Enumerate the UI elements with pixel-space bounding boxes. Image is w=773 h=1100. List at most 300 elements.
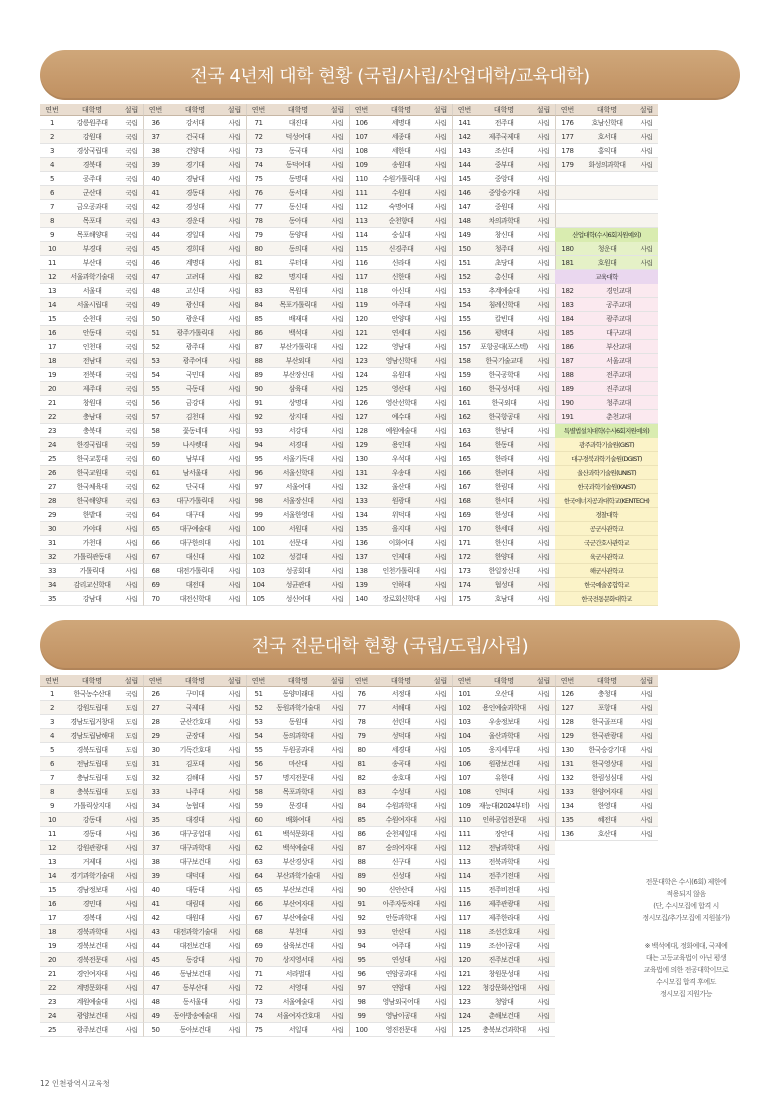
table-cell: 140 [349, 592, 373, 606]
table-cell: 사립 [429, 270, 452, 284]
table-cell: 90 [246, 382, 270, 396]
table-cell: 사립 [429, 953, 452, 967]
table-cell: 38 [143, 855, 167, 869]
table-cell: 사립 [120, 536, 143, 550]
table-cell: 국립 [120, 270, 143, 284]
table-cell: 사립 [532, 715, 555, 729]
table-cell: 대동대 [167, 883, 223, 897]
table-cell: 대신대 [167, 550, 223, 564]
table-cell: 124 [349, 368, 373, 382]
table-cell: 서일대 [270, 1023, 326, 1037]
table-cell: 52 [246, 701, 270, 715]
table-cell: 세종대 [373, 130, 429, 144]
table-cell: 사립 [223, 522, 246, 536]
table-cell: 162 [452, 410, 476, 424]
table-cell: 사립 [429, 144, 452, 158]
table-cell: 백석예술대 [270, 841, 326, 855]
table-cell: 꽃동네대 [167, 424, 223, 438]
table-cell: 118 [452, 925, 476, 939]
table-cell: 사립 [326, 729, 349, 743]
table-cell: 국립 [120, 200, 143, 214]
table-cell: 8 [40, 214, 64, 228]
table-cell: 경동대 [167, 186, 223, 200]
table-cell: 김해대 [167, 771, 223, 785]
table-cell: 국립 [120, 424, 143, 438]
table-cell: 동의과학대 [270, 729, 326, 743]
table-cell: 신경주대 [373, 242, 429, 256]
table-cell: 55 [143, 382, 167, 396]
table-cell: 53 [143, 354, 167, 368]
table-cell: 20 [40, 953, 64, 967]
table-cell: 45 [143, 953, 167, 967]
note-line: (단, 수시모집에 합격 시 [653, 902, 719, 910]
table-cell: 사립 [429, 116, 452, 130]
table-cell: 18 [40, 925, 64, 939]
table-cell: 사립 [223, 228, 246, 242]
table-cell: 대림대 [167, 897, 223, 911]
table-cell: 100 [349, 1023, 373, 1037]
table-cell: 부산경상대 [270, 855, 326, 869]
table-cell: 강서대 [167, 116, 223, 130]
table-cell: 125 [349, 382, 373, 396]
column-header: 설립 [326, 104, 349, 116]
table-cell: 사립 [532, 1009, 555, 1023]
table-cell: 67 [246, 911, 270, 925]
table-cell: 강동대 [64, 813, 120, 827]
table-cell: 79 [246, 228, 270, 242]
table-cell: 사립 [326, 827, 349, 841]
table-cell: 한라대 [476, 452, 532, 466]
table-cell: 19 [40, 939, 64, 953]
table-cell: 190 [555, 396, 579, 410]
table-cell: 사립 [429, 785, 452, 799]
table-cell: 사립 [120, 967, 143, 981]
table-cell: 86 [349, 827, 373, 841]
table-cell: 사립 [326, 564, 349, 578]
table-cell: 49 [143, 1009, 167, 1023]
table-cell: 경북전문대 [64, 953, 120, 967]
column-header: 대학명 [579, 675, 635, 687]
table-cell: 131 [349, 466, 373, 480]
table-cell: 남서울대 [167, 466, 223, 480]
table-cell: 백석문화대 [270, 827, 326, 841]
table-cell: 충북보건과학대 [476, 1023, 532, 1037]
table-cell: 사립 [223, 186, 246, 200]
table-cell: 사립 [223, 827, 246, 841]
table-cell: 62 [143, 480, 167, 494]
column-header: 대학명 [64, 675, 120, 687]
table-cell: 덕성여대 [270, 130, 326, 144]
table-cell: 45 [143, 242, 167, 256]
table-cell: 188 [555, 368, 579, 382]
table-cell: 홍익대 [579, 144, 635, 158]
table-cell: 168 [452, 494, 476, 508]
table-cell: 27 [143, 701, 167, 715]
table-cell: 사립 [223, 799, 246, 813]
table-cell: 한국골프대 [579, 715, 635, 729]
table-cell: 사립 [326, 522, 349, 536]
column-header: 설립 [635, 675, 658, 687]
table-cell: 12 [40, 270, 64, 284]
table-cell: 58 [246, 785, 270, 799]
table-cell: 74 [246, 158, 270, 172]
table-cell: 26 [143, 687, 167, 701]
table-cell: 서울신학대 [270, 466, 326, 480]
table-cell: 숭실대 [373, 228, 429, 242]
table-cell: 안동대 [64, 326, 120, 340]
table-cell: 강원관광대 [64, 841, 120, 855]
table-cell: 전주기전대 [476, 869, 532, 883]
table-cell: 나주대 [167, 785, 223, 799]
table-cell: 경기과학기술대 [64, 869, 120, 883]
column-header: 설립 [532, 675, 555, 687]
table-cell: 사립 [532, 799, 555, 813]
table-cell: 100 [246, 522, 270, 536]
table-cell: 사립 [326, 1009, 349, 1023]
table-cell: 사립 [120, 855, 143, 869]
table-cell: 21 [40, 396, 64, 410]
table-cell: 숭의여자대 [373, 841, 429, 855]
table-cell: 사립 [532, 228, 555, 242]
table-cell: 사립 [532, 522, 555, 536]
table-cell: 광주대 [167, 340, 223, 354]
table-cell: 국립 [120, 214, 143, 228]
table-cell: 사립 [532, 494, 555, 508]
table-cell: 128 [555, 715, 579, 729]
table-cell: 121 [452, 967, 476, 981]
table-cell: 32 [40, 550, 64, 564]
special-univ-item: 육군사관학교 [555, 550, 658, 564]
note-line: 정시모집/추가모집에 지원불가) [642, 914, 730, 922]
table-cell: 사립 [532, 869, 555, 883]
table-cell: 동서대 [270, 186, 326, 200]
table-cell: 46 [143, 967, 167, 981]
table-cell: 85 [349, 813, 373, 827]
table-cell: 16 [40, 897, 64, 911]
table-cell: 재능대(2024부터) [476, 799, 532, 813]
table-cell: 사립 [429, 687, 452, 701]
special-univ-item: 해군사관학교 [555, 564, 658, 578]
table-cell: 사립 [120, 953, 143, 967]
column-header: 연번 [143, 104, 167, 116]
table-cell: 한양대 [476, 550, 532, 564]
table-cell: 거제대 [64, 855, 120, 869]
table-cell: 103 [246, 564, 270, 578]
table-cell: 사립 [429, 186, 452, 200]
table-cell: 사립 [326, 424, 349, 438]
table-cell: 사립 [635, 827, 658, 841]
table-cell: 협성대 [476, 578, 532, 592]
table-cell: 48 [143, 284, 167, 298]
table-cell: 전남대 [64, 354, 120, 368]
table-cell: 80 [349, 743, 373, 757]
table-cell: 호산대 [579, 827, 635, 841]
table-cell: 서정대 [373, 687, 429, 701]
table-cell: 동신대 [270, 200, 326, 214]
table-cell: 부산외대 [270, 354, 326, 368]
college-note-2 [628, 940, 744, 1000]
table-cell: 74 [246, 1009, 270, 1023]
table-cell: 사립 [429, 883, 452, 897]
table-cell: 한국외대 [476, 396, 532, 410]
table-cell: 국립 [120, 508, 143, 522]
table-cell: 동원과학기술대 [270, 701, 326, 715]
table-cell: 사립 [326, 813, 349, 827]
table-cell: 사립 [326, 715, 349, 729]
table-cell: 동아보건대 [167, 1023, 223, 1037]
table-cell: 서해대 [373, 701, 429, 715]
table-cell: 아주대 [373, 298, 429, 312]
table-cell: 도립 [120, 729, 143, 743]
table-cell: 대구공업대 [167, 827, 223, 841]
table-cell: 123 [452, 995, 476, 1009]
table-cell: 사립 [532, 354, 555, 368]
table-cell: 신구대 [373, 855, 429, 869]
table-cell: 사립 [429, 410, 452, 424]
table-cell: 7 [40, 771, 64, 785]
table-cell: 경북도립대 [64, 743, 120, 757]
table-cell: 서영대 [270, 981, 326, 995]
table-cell: 161 [452, 396, 476, 410]
table-cell: 사립 [326, 578, 349, 592]
table-cell: 단국대 [167, 480, 223, 494]
table-cell: 26 [40, 466, 64, 480]
table-cell: 107 [349, 130, 373, 144]
table-cell: 한국관광대 [579, 729, 635, 743]
column-header: 설립 [326, 675, 349, 687]
table-cell: 사립 [223, 757, 246, 771]
table-cell: 동아대 [270, 214, 326, 228]
table-cell: 사립 [532, 925, 555, 939]
note-line: 정시모집 지원가능 [660, 990, 712, 998]
table-cell: 국립 [120, 494, 143, 508]
table-cell: 82 [246, 270, 270, 284]
table-cell: 104 [452, 729, 476, 743]
table-cell: 사립 [223, 687, 246, 701]
table-cell: 177 [555, 130, 579, 144]
table-cell: 123 [349, 354, 373, 368]
table-cell: 중앙대 [476, 172, 532, 186]
table-cell: 사립 [326, 172, 349, 186]
table-cell: 대구보건대 [167, 855, 223, 869]
table-cell: 국립 [120, 438, 143, 452]
table-cell: 사립 [429, 925, 452, 939]
table-cell: 목포해양대 [64, 228, 120, 242]
table-cell: 사립 [326, 508, 349, 522]
table-cell: 사립 [635, 701, 658, 715]
table-cell: 창원대 [64, 396, 120, 410]
table-cell: 사립 [532, 424, 555, 438]
table-cell: 광주가톨릭대 [167, 326, 223, 340]
table-cell: 대전신학대 [167, 592, 223, 606]
table-cell: 사립 [326, 925, 349, 939]
table-cell: 42 [143, 911, 167, 925]
table-cell: 사립 [223, 452, 246, 466]
table-cell: 66 [246, 897, 270, 911]
table-cell: 예원예술대 [373, 424, 429, 438]
table-cell: 선문대 [270, 536, 326, 550]
table-cell: 61 [246, 827, 270, 841]
table-cell: 사립 [532, 130, 555, 144]
table-cell: 사립 [532, 771, 555, 785]
table-cell: 115 [349, 242, 373, 256]
table-cell: 102 [246, 550, 270, 564]
table-cell: 도립 [120, 757, 143, 771]
table-cell: 3 [40, 715, 64, 729]
table-cell: 사립 [532, 827, 555, 841]
table-cell: 사립 [429, 284, 452, 298]
table-cell: 성공회대 [270, 564, 326, 578]
special-univ-item: 울산과학기술원(UNIST) [555, 466, 658, 480]
column-header: 대학명 [270, 104, 326, 116]
table-cell: 경남도립거창대 [64, 715, 120, 729]
table-cell: 128 [349, 424, 373, 438]
table-cell: 114 [349, 228, 373, 242]
table-cell: 동덕여대 [270, 158, 326, 172]
table-cell: 사립 [326, 855, 349, 869]
table-cell: 한국해양대 [64, 494, 120, 508]
table-cell: 176 [555, 116, 579, 130]
table-cell: 국립 [120, 340, 143, 354]
table-cell: 73 [246, 995, 270, 1009]
table-cell: 사립 [532, 701, 555, 715]
table-cell: 141 [452, 116, 476, 130]
table-cell: 한국항공대 [476, 410, 532, 424]
table-cell: 69 [143, 578, 167, 592]
table-cell: 숙명여대 [373, 200, 429, 214]
table-cell: 대경대 [167, 813, 223, 827]
table-cell: 감리교신학대 [64, 578, 120, 592]
table-cell: 한세대 [476, 522, 532, 536]
table-cell: 131 [555, 757, 579, 771]
blank-cell [555, 214, 658, 228]
college-table [40, 675, 658, 1037]
table-cell: 91 [349, 897, 373, 911]
table-cell: 63 [246, 855, 270, 869]
table-cell: 138 [349, 564, 373, 578]
table-cell: 184 [555, 312, 579, 326]
table-cell: 13 [40, 855, 64, 869]
table-cell: 국립 [120, 256, 143, 270]
table-cell: 사립 [223, 883, 246, 897]
table-cell: 사립 [326, 995, 349, 1009]
table-cell: 충남대 [64, 410, 120, 424]
table-cell: 진주보건대 [476, 953, 532, 967]
table-cell: 사립 [429, 911, 452, 925]
table-cell: 대진대 [270, 116, 326, 130]
table-cell: 경기대 [167, 158, 223, 172]
table-cell: 사립 [223, 172, 246, 186]
table-cell: 수성대 [373, 785, 429, 799]
table-cell: 강릉원주대 [64, 116, 120, 130]
table-cell: 경북대 [64, 158, 120, 172]
table-cell: 경희대 [167, 242, 223, 256]
table-cell: 79 [349, 729, 373, 743]
table-cell: 사립 [532, 144, 555, 158]
table-cell: 사립 [429, 480, 452, 494]
table-cell: 제주한라대 [476, 911, 532, 925]
table-cell: 이화여대 [373, 536, 429, 550]
table-cell: 건국대 [167, 130, 223, 144]
table-cell: 춘해보건대 [476, 1009, 532, 1023]
table-cell: 사립 [429, 757, 452, 771]
table-cell: 사립 [223, 242, 246, 256]
table-cell: 광주여대 [167, 354, 223, 368]
table-cell: 송원대 [373, 158, 429, 172]
table-cell: 대구가톨릭대 [167, 494, 223, 508]
table-cell: 사립 [223, 701, 246, 715]
table-cell: 105 [452, 743, 476, 757]
table-cell: 17 [40, 340, 64, 354]
table-cell: 78 [349, 715, 373, 729]
table-cell: 가톨릭대 [64, 564, 120, 578]
table-cell: 127 [349, 410, 373, 424]
table-cell: 57 [143, 410, 167, 424]
table-cell: 사립 [223, 981, 246, 995]
table-cell: 23 [40, 424, 64, 438]
table-cell: 81 [246, 256, 270, 270]
table-cell: 86 [246, 326, 270, 340]
table-cell: 연암대 [373, 981, 429, 995]
table-cell: 사립 [326, 354, 349, 368]
table-cell: 사립 [223, 466, 246, 480]
table-cell: 72 [246, 981, 270, 995]
column-header: 연번 [40, 675, 64, 687]
table-cell: 국립 [120, 410, 143, 424]
table-cell: 사립 [635, 743, 658, 757]
table-cell: 19 [40, 368, 64, 382]
table-cell: 159 [452, 368, 476, 382]
table-cell: 전남과학대 [476, 841, 532, 855]
table-cell: 전북과학대 [476, 855, 532, 869]
table-cell: 국립 [120, 368, 143, 382]
column-header: 대학명 [167, 104, 223, 116]
table-cell: 웅지세무대 [476, 743, 532, 757]
table-cell: 88 [349, 855, 373, 869]
table-cell: 사립 [635, 715, 658, 729]
table-cell: 부산장신대 [270, 368, 326, 382]
table-cell: 명지전문대 [270, 771, 326, 785]
table-cell: 121 [349, 326, 373, 340]
table-cell: 95 [349, 953, 373, 967]
table-cell: 사립 [635, 729, 658, 743]
table-cell: 제주국제대 [476, 130, 532, 144]
table-cell: 국립 [120, 326, 143, 340]
table-cell: 한일장신대 [476, 564, 532, 578]
table-cell: 사립 [223, 953, 246, 967]
table-cell: 청운대 [579, 242, 635, 256]
table-cell: 국립 [120, 687, 143, 701]
table-cell: 여주대 [373, 939, 429, 953]
table-cell: 사립 [532, 312, 555, 326]
table-cell: 173 [452, 564, 476, 578]
table-cell: 143 [452, 144, 476, 158]
table-cell: 진주교대 [579, 382, 658, 396]
table-cell: 117 [452, 911, 476, 925]
table-cell: 대구예술대 [167, 522, 223, 536]
table-cell: 110 [349, 172, 373, 186]
table-cell: 사립 [120, 981, 143, 995]
table-cell: 183 [555, 298, 579, 312]
table-cell: 사립 [532, 757, 555, 771]
table-cell: 국립 [120, 158, 143, 172]
table-cell: 광주교대 [579, 312, 658, 326]
table-cell: 158 [452, 354, 476, 368]
table-cell: 52 [143, 340, 167, 354]
table-cell: 사립 [326, 869, 349, 883]
table-cell: 사립 [326, 116, 349, 130]
table-cell: 114 [452, 869, 476, 883]
